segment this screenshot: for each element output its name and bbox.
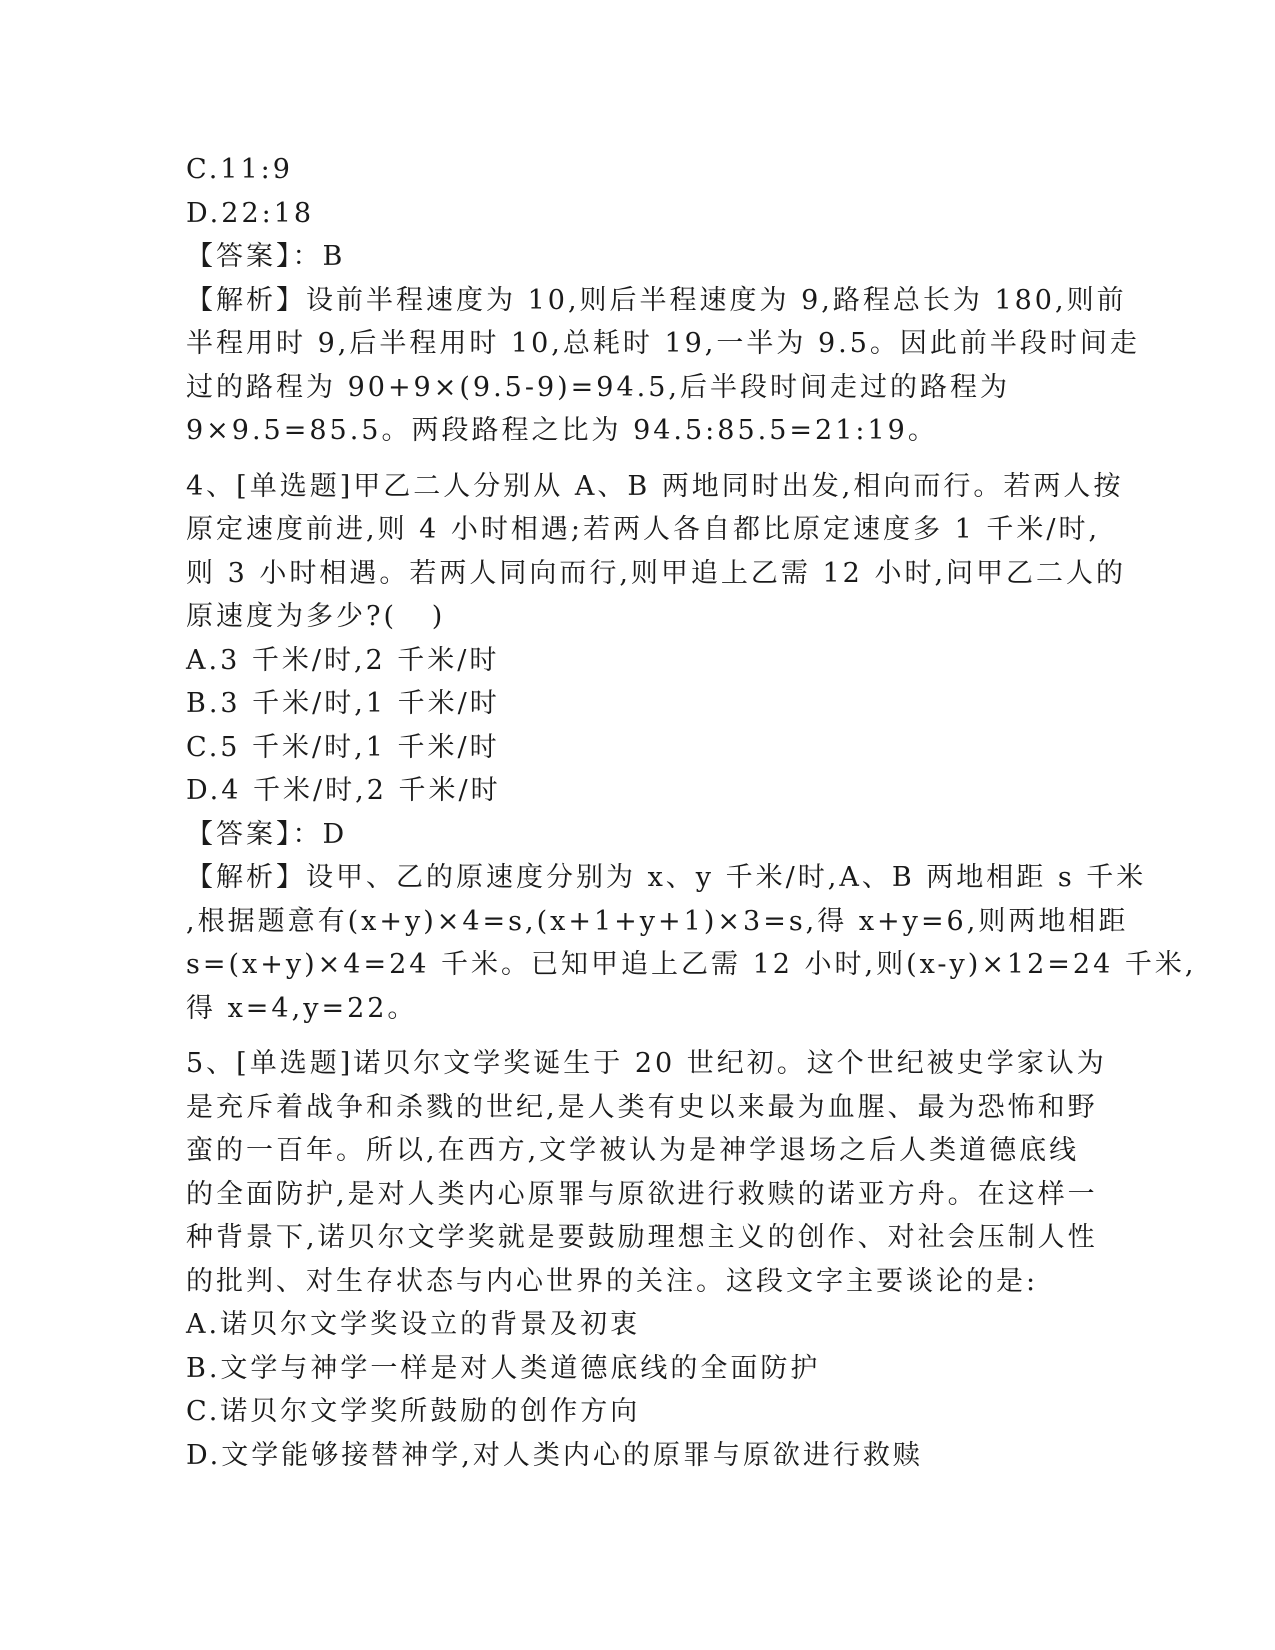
question-stem-line: 的全面防护,是对人类内心原罪与原欲进行救赎的诺亚方舟。在这样一 [186,1178,1098,1210]
question-3-tail [186,148,1140,453]
analysis-line: s=(x+y)×4=24 千米。已知甲追上乙需 12 小时,则(x-y)×12=24 千米, [186,949,1197,980]
document-page [186,148,1197,1477]
option-c: C.11:9 [186,154,293,185]
question-stem-line: 是充斥着战争和杀戮的世纪,是人类有史以来最为血腥、最为恐怖和野 [186,1091,1098,1123]
spacer [186,453,1086,465]
option-a: A.诺贝尔文学奖设立的背景及初衷 [186,1309,641,1340]
analysis-line: 过的路程为 90+9×(9.5-9)=94.5,后半段时间走过的路程为 [186,371,1010,403]
analysis-line: 半程用时 9,后半程用时 10,总耗时 19,一半为 9.5。因此前半段时间走 [186,328,1140,359]
analysis-line: ,根据题意有(x+y)×4=s,(x+1+y+1)×3=s,得 x+y=6,则两地相距 [186,905,1129,937]
question-stem-line: 4、[单选题]甲乙二人分别从 A、B 两地同时出发,相向而行。若两人按 [186,470,1124,502]
question-stem-line: 5、[单选题]诺贝尔文学奖诞生于 20 世纪初。这个世纪被史学家认为 [186,1048,1107,1079]
analysis-line: 9×9.5=85.5。两段路程之比为 94.5:85.5=21:19。 [186,415,938,446]
option-d: D.22:18 [186,197,315,229]
question-stem-line: 种背景下,诺贝尔文学奖就是要鼓励理想主义的创作、对社会压制人性 [186,1222,1098,1253]
question-4 [186,465,1197,1031]
question-stem-line: 蛮的一百年。所以,在西方,文学被认为是神学退场之后人类道德底线 [186,1135,1080,1166]
question-stem-line: 则 3 小时相遇。若两人同向而行,则甲追上乙需 12 小时,问甲乙二人的 [186,557,1127,589]
option-c: C.诺贝尔文学奖所鼓励的创作方向 [186,1396,641,1427]
analysis-line: 【解析】设甲、乙的原速度分别为 x、y 千米/时,A、B 两地相距 s 千米 [186,862,1147,893]
answer-line: 【答案】：D [186,818,348,850]
spacer [186,1030,1086,1042]
analysis-line: 【解析】设前半程速度为 10,则后半程速度为 9,路程总长为 180,则前 [186,284,1127,316]
question-5 [186,1042,1107,1477]
analysis-line: 得 x=4,y=22。 [186,992,418,1024]
question-stem-line: 原速度为多少?( ) [186,601,446,632]
answer-line: 【答案】：B [186,241,346,272]
option-b: B.文学与神学一样是对人类道德底线的全面防护 [186,1352,821,1384]
option-a: A.3 千米/时,2 千米/时 [186,644,500,676]
option-d: D.4 千米/时,2 千米/时 [186,775,501,806]
question-stem-line: 原定速度前进,则 4 小时相遇;若两人各自都比原定速度多 1 千米/时, [186,514,1101,545]
option-c: C.5 千米/时,1 千米/时 [186,731,500,763]
question-stem-line: 的批判、对生存状态与内心世界的关注。这段文字主要谈论的是: [186,1265,1039,1297]
option-d: D.文学能够接替神学,对人类内心的原罪与原欲进行救赎 [186,1439,923,1471]
option-b: B.3 千米/时,1 千米/时 [186,688,500,719]
